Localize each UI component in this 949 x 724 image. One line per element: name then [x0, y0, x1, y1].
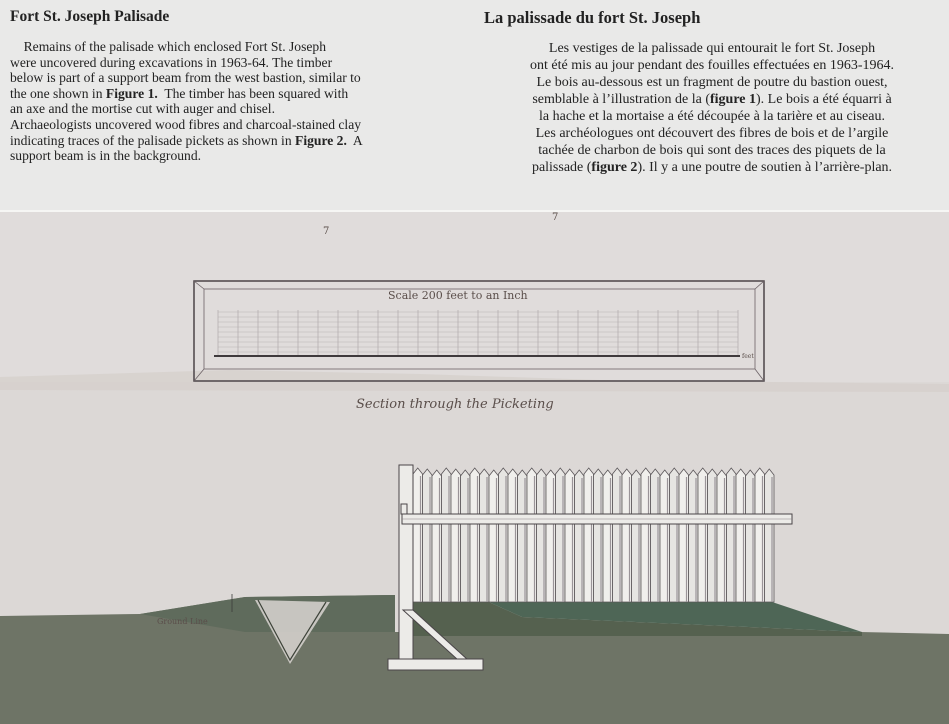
english-line: A [346, 132, 363, 148]
section-title: Section through the Picketing [356, 397, 554, 412]
english-line: indicating traces of the palisade pickets as shown in [10, 132, 296, 148]
french-line: palissade ( [531, 160, 592, 175]
english-body [10, 39, 450, 164]
english-line: The timber has been squared with [157, 85, 349, 101]
picket-row [413, 468, 774, 602]
french-line: tachée de charbon de bois qui sont des traces des piquets de la [538, 143, 886, 158]
ground-line-label: Ground Line [157, 617, 208, 626]
french-title: La palissade du fort St. Joseph [484, 8, 701, 27]
french-body [484, 40, 940, 176]
english-title: Fort St. Joseph Palisade [10, 8, 170, 25]
french-line: ont été mis au jour pendant des fouilles effectuées en 1963-1964. [529, 58, 895, 73]
french-line: Le bois au-dessous est un fragment de poutre du bastion ouest, [536, 75, 888, 90]
english-line: were uncovered during excavations in 1963-64. The timber [10, 54, 333, 70]
figure-1-ref: figure 1 [710, 92, 757, 107]
caption-panel [0, 0, 949, 212]
french-caption [484, 8, 940, 176]
french-line: Les vestiges de la palissade qui entourait le fort St. Joseph [548, 41, 876, 56]
english-line: the one shown in [10, 85, 106, 101]
english-caption [10, 8, 450, 164]
english-line: Remains of the palisade which enclosed Fort St. Joseph [10, 39, 327, 54]
french-line: ). Il y a une poutre de soutien à l’arrière-plan. [637, 160, 893, 175]
palisade-drawing [0, 212, 949, 724]
page-number: 7 [552, 212, 559, 223]
english-line: an axe and the mortise cut with auger and chisel. [10, 101, 275, 117]
figure-2-ref: figure 2 [591, 160, 638, 175]
french-line: semblable à l’illustration de la ( [532, 92, 710, 107]
french-line: Les archéologues ont découvert des fibres de bois et de l’argile [535, 126, 889, 141]
french-line: la hache et la mortaise a été découpée à la tarière et au ciseau. [539, 109, 885, 124]
scale-label: Scale 200 feet to an Inch [388, 289, 528, 302]
page-number: 7 [323, 226, 330, 237]
english-line: support beam is in the background. [10, 148, 202, 164]
figure-1-ref: Figure 1. [105, 85, 158, 101]
french-line: ). Le bois a été équarri à [756, 92, 892, 107]
english-line: below is part of a support beam from the west bastion, similar to [10, 70, 361, 86]
scale-unit: feet [742, 353, 754, 360]
figure-2-ref: Figure 2. [295, 132, 347, 148]
english-line: Archaeologists uncovered wood fibres and charcoal-stained clay [10, 116, 362, 132]
